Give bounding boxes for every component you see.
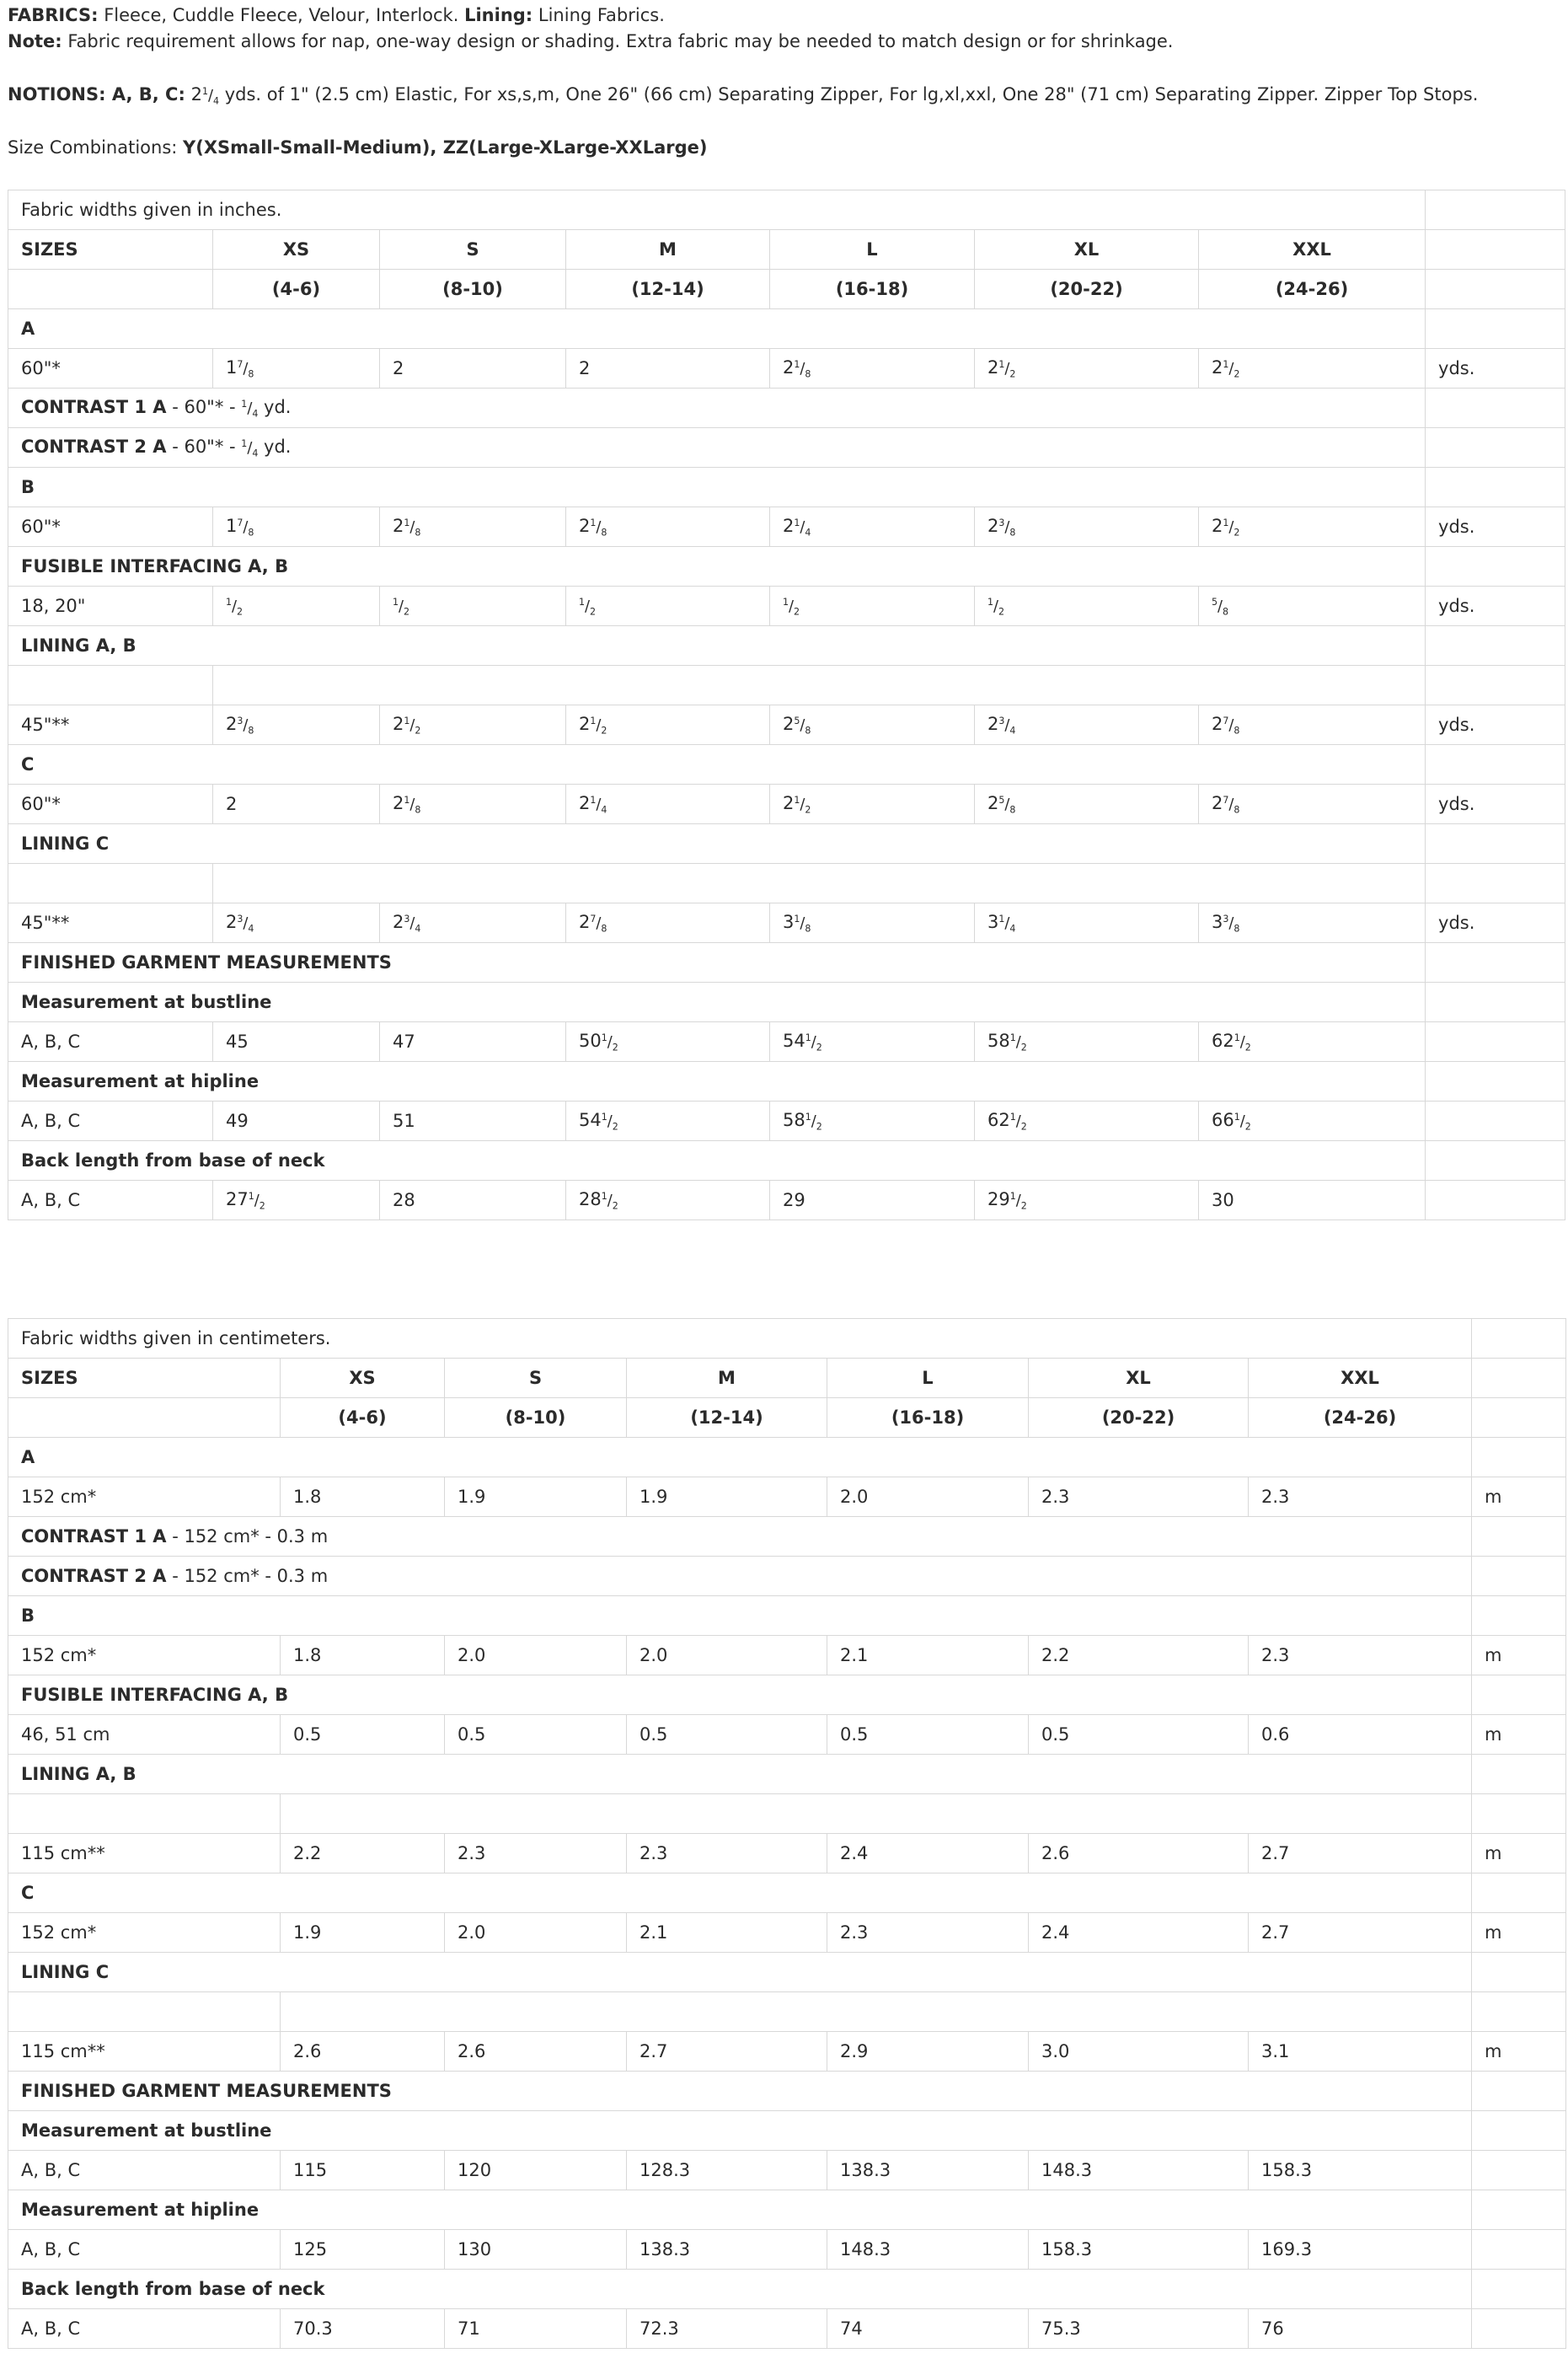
table-cell: $2^1/_2$: [566, 705, 770, 745]
lining-label: Lining:: [464, 5, 533, 25]
sizes-row: [8, 1359, 1566, 1398]
table-row: [8, 349, 1565, 389]
blank-row: [8, 1992, 1566, 2032]
size-range: (12-14): [627, 1398, 827, 1438]
table-cell: 2.2: [281, 1834, 445, 1873]
row-label: A, B, C: [8, 1022, 213, 1062]
table-caption: Fabric widths given in inches.: [8, 190, 1426, 230]
table-cell: 0.6: [1249, 1715, 1472, 1755]
table-cell: 2.7: [1249, 1834, 1472, 1873]
table-cell: 2: [213, 785, 380, 824]
table-cell: 1.8: [281, 1636, 445, 1675]
unit-cell: m: [1472, 1715, 1566, 1755]
blank-row: [8, 864, 1565, 903]
notions-line: [8, 84, 1478, 107]
table-cell: 128.3: [627, 2151, 827, 2190]
table-cell: 3.0: [1029, 2032, 1249, 2072]
section-header-row: [8, 1675, 1566, 1715]
table-cell: $2^1/_8$: [380, 785, 566, 824]
section-header: Back length from base of neck: [8, 1141, 1426, 1181]
section-header: FINISHED GARMENT MEASUREMENTS: [8, 2072, 1472, 2111]
table-cell: 47: [380, 1022, 566, 1062]
table-cell: 45: [213, 1022, 380, 1062]
table-cell: $58^1/_2$: [975, 1022, 1199, 1062]
row-label: A, B, C: [8, 1102, 213, 1141]
table-cell: 2.1: [827, 1636, 1029, 1675]
section-header: C: [8, 745, 1426, 785]
table-cell: $54^1/_2$: [770, 1022, 975, 1062]
table-cell: $2^7/_8$: [1199, 785, 1426, 824]
table-cell: 2.3: [1029, 1477, 1249, 1517]
table-cell: 2.3: [1249, 1636, 1472, 1675]
section-header: FUSIBLE INTERFACING A, B: [8, 547, 1426, 587]
section-header-row: [8, 1953, 1566, 1992]
contrast-note-row: [8, 389, 1565, 428]
size-range: (8-10): [445, 1398, 627, 1438]
table-cell: $3^3/_8$: [1199, 903, 1426, 943]
section-header: FUSIBLE INTERFACING A, B: [8, 1675, 1472, 1715]
table-cell: 2.0: [627, 1636, 827, 1675]
table-cell: 74: [827, 2309, 1029, 2349]
table-cell: $2^1/_2$: [1199, 507, 1426, 547]
table-cell: $2^3/_4$: [380, 903, 566, 943]
table-cell: 71: [445, 2309, 627, 2349]
unit-cell: yds.: [1426, 903, 1565, 943]
table-cell: 70.3: [281, 2309, 445, 2349]
table-cell: $2^3/_8$: [975, 507, 1199, 547]
unit-cell: yds.: [1426, 705, 1565, 745]
table-cell: 2.3: [1249, 1477, 1472, 1517]
section-header-row: [8, 1438, 1566, 1477]
section-header-row: [8, 2111, 1566, 2151]
table-cell: 169.3: [1249, 2230, 1472, 2270]
table-cell: 49: [213, 1102, 380, 1141]
caption-row: [8, 1319, 1566, 1359]
contrast-note-label: CONTRAST 1 A: [21, 1526, 167, 1546]
note-line: [8, 31, 1174, 51]
contrast-note-label: CONTRAST 2 A: [21, 1566, 167, 1586]
table-cell: 2.4: [827, 1834, 1029, 1873]
section-header: LINING A, B: [8, 1755, 1472, 1794]
table-cell: 120: [445, 2151, 627, 2190]
table-cell: $2^3/_4$: [975, 705, 1199, 745]
table-cell: $2^1/_2$: [1199, 349, 1426, 389]
section-header-row: [8, 2270, 1566, 2309]
row-label: 152 cm*: [8, 1477, 281, 1517]
section-header: LINING C: [8, 1953, 1472, 1992]
table-cell: 28: [380, 1181, 566, 1220]
unit-cell: m: [1472, 1834, 1566, 1873]
table-cell: $29^1/_2$: [975, 1181, 1199, 1220]
table-cell: $1^7/_8$: [213, 349, 380, 389]
section-header: Measurement at bustline: [8, 983, 1426, 1022]
contrast-note-row: [8, 428, 1565, 468]
table-cell: $66^1/_2$: [1199, 1102, 1426, 1141]
size-header: XXL: [1199, 230, 1426, 270]
size-header: XL: [975, 230, 1199, 270]
table-cell: 2.7: [1249, 1913, 1472, 1953]
table-cell: $2^3/_8$: [213, 705, 380, 745]
table-cell: $27^1/_2$: [213, 1181, 380, 1220]
table-cell: 148.3: [1029, 2151, 1249, 2190]
contrast-note-label: CONTRAST 1 A: [21, 396, 167, 417]
table-cell: 2.0: [445, 1636, 627, 1675]
section-header-row: [8, 1596, 1566, 1636]
table-cell: $2^1/_8$: [566, 507, 770, 547]
row-label: 46, 51 cm: [8, 1715, 281, 1755]
unit-cell: m: [1472, 1636, 1566, 1675]
table-cell: $2^1/_8$: [380, 507, 566, 547]
table-cell: 138.3: [627, 2230, 827, 2270]
section-header: A: [8, 309, 1426, 349]
table-cell: 0.5: [1029, 1715, 1249, 1755]
table-cell: 2.7: [627, 2032, 827, 2072]
contrast-note-row: [8, 1517, 1566, 1557]
table-cell: 1.9: [281, 1913, 445, 1953]
table-cell: 0.5: [281, 1715, 445, 1755]
section-header-row: [8, 626, 1565, 666]
unit-cell: [1472, 2309, 1566, 2349]
row-label: A, B, C: [8, 2309, 281, 2349]
table-cell: $2^1/_2$: [380, 705, 566, 745]
row-label: 115 cm**: [8, 2032, 281, 2072]
table-cell: $3^1/_8$: [770, 903, 975, 943]
table-cell: $^1/_2$: [213, 587, 380, 626]
section-header-row: [8, 1141, 1565, 1181]
row-label: 115 cm**: [8, 1834, 281, 1873]
contrast-note: [8, 1557, 1472, 1596]
size-header: L: [770, 230, 975, 270]
section-header-row: [8, 745, 1565, 785]
table-row: [8, 1181, 1565, 1220]
size-ranges-row: [8, 1398, 1566, 1438]
contrast-note: [8, 428, 1426, 468]
size-range: (8-10): [380, 270, 566, 309]
section-header: Measurement at hipline: [8, 2190, 1472, 2230]
size-range: (12-14): [566, 270, 770, 309]
table-row: [8, 2151, 1566, 2190]
yardage-table-centimeters: [8, 1318, 1566, 2349]
table-cell: 1.8: [281, 1477, 445, 1517]
table-cell: 1.9: [627, 1477, 827, 1517]
size-header: S: [445, 1359, 627, 1398]
size-range: (24-26): [1199, 270, 1426, 309]
contrast-note-text: - 60"* - $^1/_4$ yd.: [166, 436, 292, 459]
table-cell: 2.1: [627, 1913, 827, 1953]
size-combinations-text: Y(XSmall-Small-Medium), ZZ(Large-XLarge-XXLarge): [183, 137, 708, 158]
row-label: 152 cm*: [8, 1636, 281, 1675]
table-cell: $3^1/_4$: [975, 903, 1199, 943]
table-cell: $28^1/_2$: [566, 1181, 770, 1220]
size-ranges-row: [8, 270, 1565, 309]
table-cell: $2^1/_2$: [975, 349, 1199, 389]
section-header: B: [8, 468, 1426, 507]
sizes-label: SIZES: [8, 1359, 281, 1398]
row-label: 60"*: [8, 349, 213, 389]
table-cell: 2.2: [1029, 1636, 1249, 1675]
yardage-table-inches: [8, 190, 1565, 1220]
table-cell: $2^7/_8$: [1199, 705, 1426, 745]
section-header: Measurement at bustline: [8, 2111, 1472, 2151]
note-text: Fabric requirement allows for nap, one-way design or shading. Extra fabric may be needed to match design or for shrinkage.: [67, 31, 1174, 51]
size-combinations-label: Size Combinations:: [8, 137, 178, 158]
table-cell: 1.9: [445, 1477, 627, 1517]
table-cell: 2.9: [827, 2032, 1029, 2072]
table-cell: 2.6: [281, 2032, 445, 2072]
size-header: M: [627, 1359, 827, 1398]
unit-cell: yds.: [1426, 785, 1565, 824]
table-cell: $^1/_2$: [770, 587, 975, 626]
table-cell: 51: [380, 1102, 566, 1141]
table-row: [8, 785, 1565, 824]
sizes-row: [8, 230, 1565, 270]
table-cell: 2.6: [445, 2032, 627, 2072]
contrast-note-row: [8, 1557, 1566, 1596]
section-header: FINISHED GARMENT MEASUREMENTS: [8, 943, 1426, 983]
unit-cell: [1426, 1102, 1565, 1141]
table-cell: 115: [281, 2151, 445, 2190]
note-label: Note:: [8, 31, 62, 51]
size-range: (16-18): [827, 1398, 1029, 1438]
section-header-row: [8, 943, 1565, 983]
table-cell: 138.3: [827, 2151, 1029, 2190]
section-header: B: [8, 1596, 1472, 1636]
table-cell: $2^1/_8$: [770, 349, 975, 389]
unit-cell: m: [1472, 1477, 1566, 1517]
size-range: (16-18): [770, 270, 975, 309]
table-row: [8, 1477, 1566, 1517]
fabrics-text: Fleece, Cuddle Fleece, Velour, Interlock.: [104, 5, 459, 25]
sizes-label: SIZES: [8, 230, 213, 270]
unit-cell: yds.: [1426, 349, 1565, 389]
row-label: 60"*: [8, 507, 213, 547]
blank-row: [8, 666, 1565, 705]
table-cell: $^1/_2$: [975, 587, 1199, 626]
table-row: [8, 587, 1565, 626]
table-cell: 2: [566, 349, 770, 389]
table-cell: $^1/_2$: [566, 587, 770, 626]
row-label: 18, 20": [8, 587, 213, 626]
table-cell: 2.4: [1029, 1913, 1249, 1953]
table-cell: 3.1: [1249, 2032, 1472, 2072]
table-row: [8, 507, 1565, 547]
table-cell: 0.5: [445, 1715, 627, 1755]
table-cell: 75.3: [1029, 2309, 1249, 2349]
row-label: 152 cm*: [8, 1913, 281, 1953]
table-row: [8, 1913, 1566, 1953]
section-header-row: [8, 309, 1565, 349]
size-header: XXL: [1249, 1359, 1472, 1398]
table-cell: $2^1/_4$: [566, 785, 770, 824]
table-cell: 2.3: [627, 1834, 827, 1873]
table-cell: 148.3: [827, 2230, 1029, 2270]
table-cell: 130: [445, 2230, 627, 2270]
table-cell: $2^5/_8$: [770, 705, 975, 745]
size-range: (20-22): [1029, 1398, 1249, 1438]
size-header: XS: [213, 230, 380, 270]
table-cell: $2^1/_2$: [770, 785, 975, 824]
table-row: [8, 1834, 1566, 1873]
row-label: A, B, C: [8, 2151, 281, 2190]
table-cell: 158.3: [1029, 2230, 1249, 2270]
section-header: LINING C: [8, 824, 1426, 864]
table-cell: 2: [380, 349, 566, 389]
size-header: XS: [281, 1359, 445, 1398]
section-header-row: [8, 2190, 1566, 2230]
section-header-row: [8, 983, 1565, 1022]
section-header-row: [8, 2072, 1566, 2111]
unit-cell: [1472, 2230, 1566, 2270]
table-cell: $54^1/_2$: [566, 1102, 770, 1141]
size-range: (20-22): [975, 270, 1199, 309]
section-header: A: [8, 1438, 1472, 1477]
row-label: 45"**: [8, 903, 213, 943]
section-header-row: [8, 468, 1565, 507]
row-label: A, B, C: [8, 2230, 281, 2270]
table-cell: 125: [281, 2230, 445, 2270]
table-cell: 72.3: [627, 2309, 827, 2349]
contrast-note-label: CONTRAST 2 A: [21, 436, 167, 457]
section-header: C: [8, 1873, 1472, 1913]
table-cell: 2.6: [1029, 1834, 1249, 1873]
table-cell: 0.5: [827, 1715, 1029, 1755]
table-cell: 29: [770, 1181, 975, 1220]
table-row: [8, 2309, 1566, 2349]
unit-cell: m: [1472, 1913, 1566, 1953]
size-header: L: [827, 1359, 1029, 1398]
table-cell: $1^7/_8$: [213, 507, 380, 547]
section-header: Measurement at hipline: [8, 1062, 1426, 1102]
table-cell: 0.5: [627, 1715, 827, 1755]
size-header: M: [566, 230, 770, 270]
table-row: [8, 1022, 1565, 1062]
contrast-note-text: - 60"* - $^1/_4$ yd.: [166, 396, 292, 420]
table-row: [8, 2230, 1566, 2270]
table-cell: 2.0: [445, 1913, 627, 1953]
unit-cell: yds.: [1426, 587, 1565, 626]
caption-row: [8, 190, 1565, 230]
size-range: (24-26): [1249, 1398, 1472, 1438]
section-header: LINING A, B: [8, 626, 1426, 666]
contrast-note: [8, 1517, 1472, 1557]
lining-text: Lining Fabrics.: [538, 5, 665, 25]
section-header-row: [8, 1755, 1566, 1794]
section-header-row: [8, 547, 1565, 587]
table-cell: 30: [1199, 1181, 1426, 1220]
table-caption: Fabric widths given in centimeters.: [8, 1319, 1472, 1359]
table-row: [8, 903, 1565, 943]
contrast-note: [8, 389, 1426, 428]
table-cell: $58^1/_2$: [770, 1102, 975, 1141]
table-cell: $2^7/_8$: [566, 903, 770, 943]
size-range: (4-6): [213, 270, 380, 309]
section-header-row: [8, 824, 1565, 864]
unit-cell: [1472, 2151, 1566, 2190]
notions-text: $2^1/_4$ yds. of 1" (2.5 cm) Elastic, For xs,s,m, One 26" (66 cm) Separating Zipper, For lg,xl,xxl, One 28" (71 cm) Separating Zipper. Zipper Top Stops.: [190, 84, 1479, 107]
size-header: S: [380, 230, 566, 270]
fabrics-label: FABRICS:: [8, 5, 99, 25]
blank-row: [8, 1794, 1566, 1834]
fabrics-line: [8, 5, 665, 25]
unit-cell: [1426, 1022, 1565, 1062]
unit-cell: [1426, 1181, 1565, 1220]
table-cell: $62^1/_2$: [975, 1102, 1199, 1141]
section-header-row: [8, 1873, 1566, 1913]
table-cell: $^5/_8$: [1199, 587, 1426, 626]
row-label: 60"*: [8, 785, 213, 824]
table-cell: 76: [1249, 2309, 1472, 2349]
contrast-note-text: - 152 cm* - 0.3 m: [166, 1566, 329, 1586]
row-label: A, B, C: [8, 1181, 213, 1220]
row-label: 45"**: [8, 705, 213, 745]
table-cell: $^1/_2$: [380, 587, 566, 626]
size-combinations-line: [8, 137, 707, 158]
section-header: Back length from base of neck: [8, 2270, 1472, 2309]
table-cell: $62^1/_2$: [1199, 1022, 1426, 1062]
table-row: [8, 2032, 1566, 2072]
size-header: XL: [1029, 1359, 1249, 1398]
table-cell: $50^1/_2$: [566, 1022, 770, 1062]
table-row: [8, 1636, 1566, 1675]
contrast-note-text: - 152 cm* - 0.3 m: [166, 1526, 329, 1546]
notions-label: NOTIONS: A, B, C:: [8, 84, 185, 105]
table-cell: 2.3: [827, 1913, 1029, 1953]
table-row: [8, 1102, 1565, 1141]
table-cell: 2.3: [445, 1834, 627, 1873]
table-cell: $2^1/_4$: [770, 507, 975, 547]
table-cell: 2.0: [827, 1477, 1029, 1517]
unit-cell: m: [1472, 2032, 1566, 2072]
unit-cell: yds.: [1426, 507, 1565, 547]
section-header-row: [8, 1062, 1565, 1102]
table-row: [8, 705, 1565, 745]
size-range: (4-6): [281, 1398, 445, 1438]
table-row: [8, 1715, 1566, 1755]
table-cell: 158.3: [1249, 2151, 1472, 2190]
table-cell: $2^5/_8$: [975, 785, 1199, 824]
table-cell: $2^3/_4$: [213, 903, 380, 943]
